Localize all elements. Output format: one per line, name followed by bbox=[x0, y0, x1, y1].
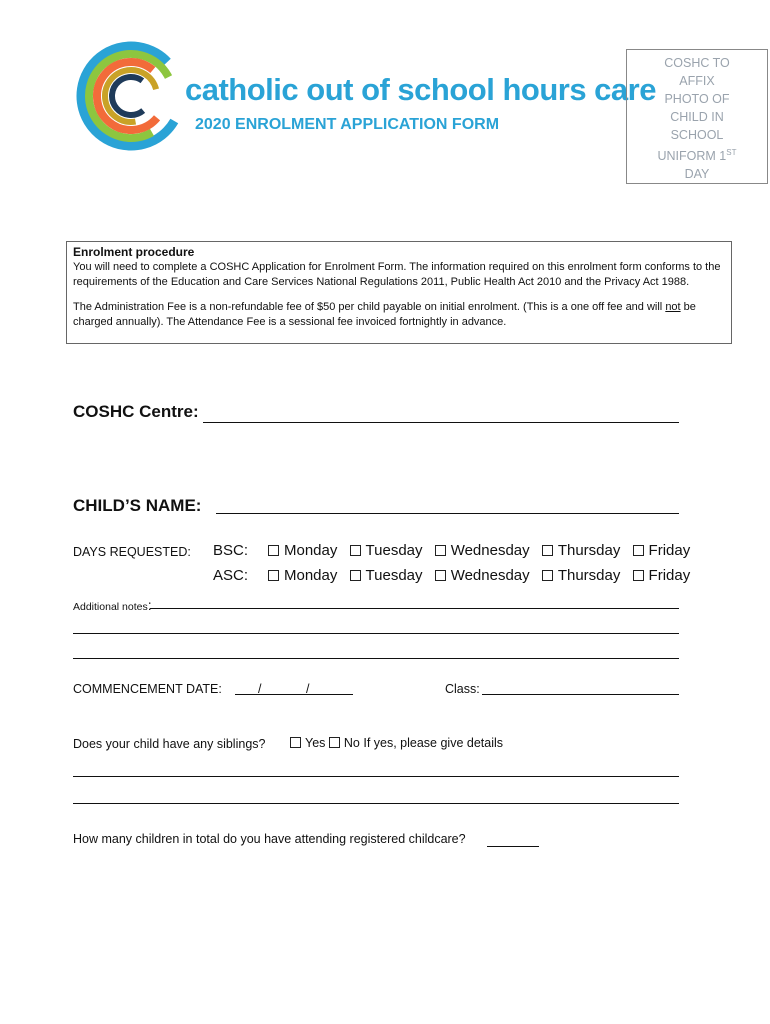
siblings-no-option[interactable] bbox=[329, 736, 360, 750]
procedure-text: be charged annually). The Attendance Fee is a sessional fee invoiced fortnightly in advance. bbox=[73, 301, 696, 328]
asc-label: ASC: bbox=[213, 567, 249, 584]
procedure-heading: Enrolment procedure bbox=[73, 245, 195, 259]
child-name-label: CHILD’S NAME: bbox=[73, 496, 202, 515]
siblings-yes-option[interactable] bbox=[290, 736, 325, 750]
bsc-thursday-option[interactable] bbox=[542, 542, 621, 559]
asc-thursday-option[interactable] bbox=[542, 567, 621, 584]
siblings-question: Does your child have any siblings? bbox=[73, 737, 266, 751]
bsc-wednesday-option[interactable] bbox=[435, 542, 530, 559]
bsc-label: BSC: bbox=[213, 542, 249, 559]
siblings-options bbox=[290, 736, 503, 750]
photo-box-line: COSHC TO bbox=[664, 56, 730, 70]
class-label: Class: bbox=[445, 682, 480, 696]
additional-notes-line-1[interactable] bbox=[150, 608, 679, 609]
coshc-logo bbox=[75, 40, 187, 152]
photo-box-line: SCHOOL bbox=[670, 128, 724, 142]
coshc-centre-label: COSHC Centre: bbox=[73, 402, 199, 421]
checkbox-icon[interactable] bbox=[350, 545, 361, 556]
day-label: Tuesday bbox=[365, 567, 423, 584]
class-field[interactable] bbox=[482, 694, 679, 695]
additional-notes-line-3[interactable] bbox=[73, 658, 679, 659]
procedure-underline-text: not bbox=[665, 301, 681, 313]
day-label: Tuesday bbox=[365, 542, 423, 559]
date-separator: / bbox=[306, 682, 310, 696]
photo-placeholder-box bbox=[626, 49, 768, 184]
checkbox-icon[interactable] bbox=[268, 570, 279, 581]
asc-wednesday-option[interactable] bbox=[435, 567, 530, 584]
checkbox-icon[interactable] bbox=[290, 737, 301, 748]
checkbox-icon[interactable] bbox=[329, 737, 340, 748]
photo-box-line: DAY bbox=[684, 167, 710, 182]
additional-notes-line-2[interactable] bbox=[73, 633, 679, 634]
asc-friday-option[interactable] bbox=[633, 567, 691, 584]
bsc-days-row bbox=[268, 542, 698, 559]
bsc-monday-option[interactable] bbox=[268, 542, 337, 559]
checkbox-icon[interactable] bbox=[435, 545, 446, 556]
asc-tuesday-option[interactable] bbox=[350, 567, 423, 584]
photo-box-sup: ST bbox=[726, 148, 737, 157]
asc-days-row bbox=[268, 567, 698, 584]
siblings-details-line-1[interactable] bbox=[73, 776, 679, 777]
photo-box-line: CHILD IN bbox=[670, 110, 724, 124]
checkbox-icon[interactable] bbox=[435, 570, 446, 581]
photo-box-line bbox=[627, 144, 767, 165]
brand-name: catholic out of school hours care bbox=[185, 72, 656, 107]
checkbox-icon[interactable] bbox=[633, 545, 644, 556]
checkbox-icon[interactable] bbox=[542, 570, 553, 581]
yes-label: Yes bbox=[305, 736, 326, 750]
siblings-details-line-2[interactable] bbox=[73, 803, 679, 804]
child-name-field[interactable] bbox=[216, 513, 679, 514]
additional-notes-colon: : bbox=[147, 597, 152, 613]
day-label: Thursday bbox=[557, 567, 621, 584]
day-label: Monday bbox=[284, 567, 338, 584]
date-separator: / bbox=[258, 682, 262, 696]
enrolment-procedure-box bbox=[66, 241, 732, 344]
day-label: Thursday bbox=[557, 542, 621, 559]
additional-notes-text: Additional notes bbox=[73, 601, 148, 613]
asc-monday-option[interactable] bbox=[268, 567, 337, 584]
day-label: Monday bbox=[284, 542, 338, 559]
childcare-question: How many children in total do you have attending registered childcare? bbox=[73, 832, 466, 846]
no-label: No bbox=[343, 736, 360, 750]
commencement-date-label: COMMENCEMENT DATE: bbox=[73, 682, 222, 696]
day-label: Wednesday bbox=[450, 542, 530, 559]
procedure-paragraph-2 bbox=[73, 300, 725, 330]
photo-box-line: AFFIX bbox=[679, 74, 715, 88]
childcare-count-field[interactable] bbox=[487, 846, 539, 847]
day-label: Friday bbox=[648, 542, 691, 559]
photo-box-text: UNIFORM 1 bbox=[657, 149, 727, 164]
siblings-details-text: If yes, please give details bbox=[363, 736, 504, 750]
additional-notes-label bbox=[73, 597, 152, 613]
procedure-text: The Administration Fee is a non-refundable fee of $50 per child payable on initial enrolment. (This is a one off fee and will bbox=[73, 301, 666, 313]
checkbox-icon[interactable] bbox=[542, 545, 553, 556]
bsc-friday-option[interactable] bbox=[633, 542, 691, 559]
photo-box-line: PHOTO OF bbox=[664, 92, 730, 106]
checkbox-icon[interactable] bbox=[350, 570, 361, 581]
days-requested-label: DAYS REQUESTED: bbox=[73, 545, 191, 559]
day-label: Friday bbox=[648, 567, 691, 584]
checkbox-icon[interactable] bbox=[633, 570, 644, 581]
checkbox-icon[interactable] bbox=[268, 545, 279, 556]
form-title: 2020 ENROLMENT APPLICATION FORM bbox=[195, 116, 500, 133]
day-label: Wednesday bbox=[450, 567, 530, 584]
commencement-date-field[interactable] bbox=[235, 694, 353, 695]
coshc-centre-field[interactable] bbox=[203, 422, 679, 423]
bsc-tuesday-option[interactable] bbox=[350, 542, 423, 559]
procedure-paragraph-1: You will need to complete a COSHC Application for Enrolment Form. The information required on this enrolment form conforms to the requirements of the Education and Care Services National Regulations 2011, Public Health Act 2010 and the Privacy Act 1988. bbox=[73, 261, 721, 288]
